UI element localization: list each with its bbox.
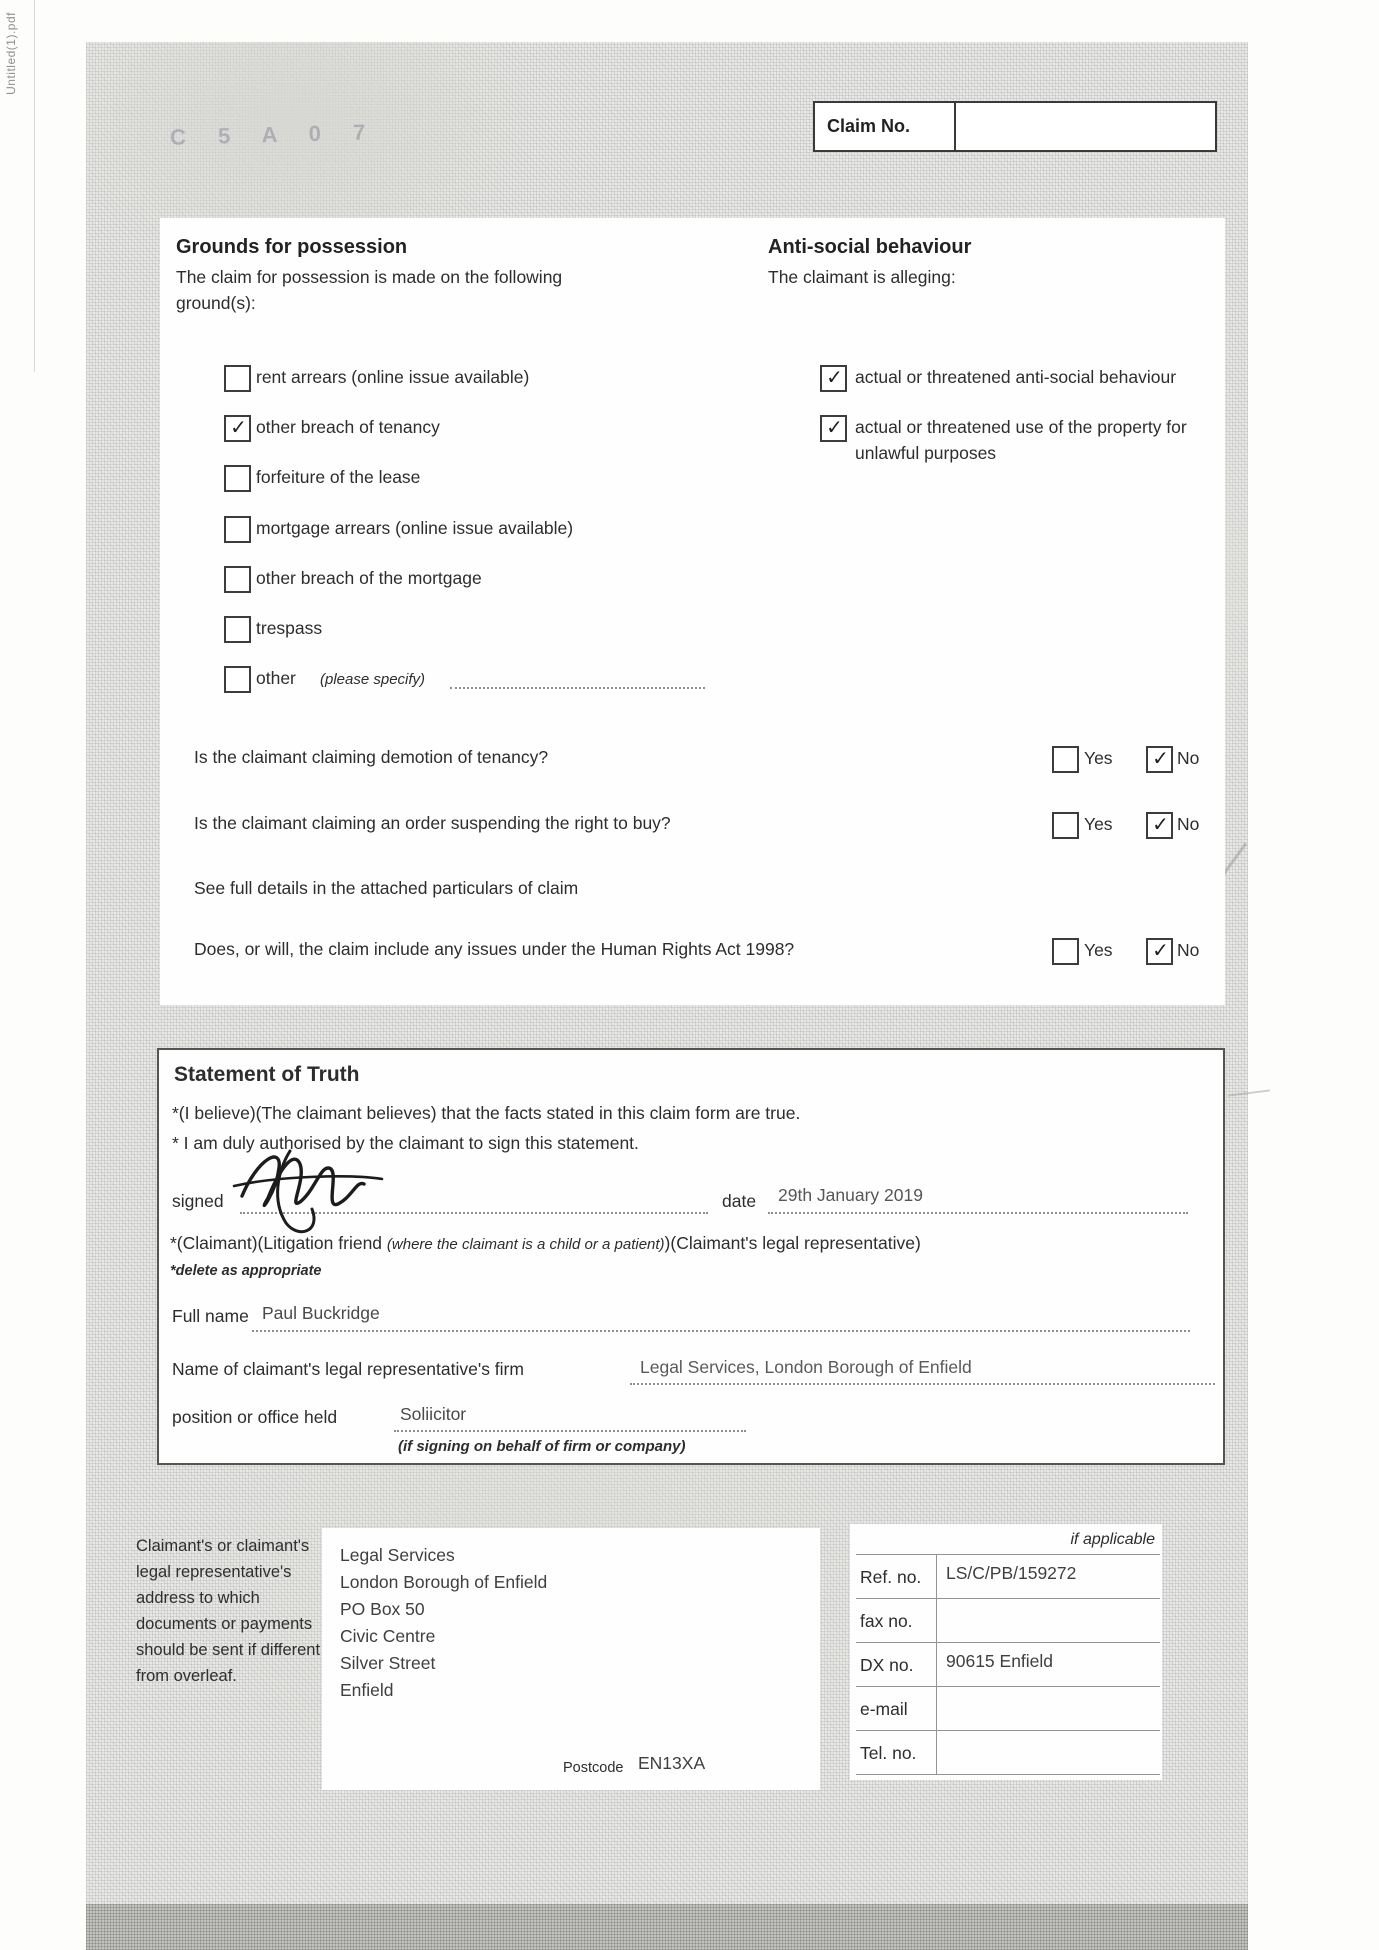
checkbox-hra-yes	[1052, 938, 1079, 965]
statement-line1: *(I believe)(The claimant believes) that the facts stated in this claim form are true.	[172, 1103, 801, 1123]
scan-bottom-band	[86, 1904, 1248, 1950]
tel-no-label: Tel. no.	[860, 1743, 917, 1763]
table-line	[856, 1730, 1160, 1731]
address-line-3: PO Box 50	[340, 1599, 425, 1619]
signed-label: signed	[172, 1191, 224, 1211]
note-see-full-details: See full details in the attached particulars of claim	[194, 878, 579, 898]
ref-no-value: LS/C/PB/159272	[946, 1563, 1077, 1583]
footer-address-note: Claimant's or claimant's legal representative's address to which documents or payments should be sent if different from overleaf.	[136, 1537, 321, 1685]
postcode-label: Postcode	[563, 1760, 624, 1776]
asb-intro: The claimant is alleging:	[768, 267, 956, 287]
checkbox-asb-actual-threatened: ✓	[820, 365, 847, 392]
signature-scribble	[228, 1138, 423, 1240]
checkbox-hra-no: ✓	[1146, 938, 1173, 965]
postcode-value: EN13XA	[638, 1753, 706, 1773]
date-value: 29th January 2019	[778, 1185, 923, 1205]
grounds-intro: The claim for possession is made on the following ground(s):	[176, 267, 563, 313]
delete-as-appropriate-note: *delete as appropriate	[170, 1263, 322, 1279]
position-line	[394, 1410, 746, 1432]
label-trespass: trespass	[256, 618, 323, 638]
fax-no-label: fax no.	[860, 1611, 913, 1631]
label-other-breach-tenancy: other breach of tenancy	[256, 417, 440, 437]
full-name-value: Paul Buckridge	[262, 1303, 380, 1323]
checkbox-rtb-no: ✓	[1146, 812, 1173, 839]
email-label: e-mail	[860, 1699, 908, 1719]
label-asb-unlawful-use: actual or threatened use of the property for unlawful purposes	[855, 417, 1187, 463]
address-line-2: London Borough of Enfield	[340, 1572, 548, 1592]
statement-heading: Statement of Truth	[174, 1063, 360, 1086]
address-line-6: Enfield	[340, 1680, 394, 1700]
checkbox-rtb-yes	[1052, 812, 1079, 839]
position-value: Soliicitor	[400, 1404, 467, 1424]
date-line	[768, 1192, 1188, 1214]
checkbox-demotion-no: ✓	[1146, 746, 1173, 773]
question-right-to-buy: Is the claimant claiming an order suspending the right to buy?	[194, 813, 671, 833]
checkbox-other-breach-tenancy: ✓	[224, 415, 251, 442]
if-applicable-label: if applicable	[1070, 1531, 1155, 1548]
question-human-rights: Does, or will, the claim include any issues under the Human Rights Act 1998?	[194, 939, 795, 959]
label-please-specify: (please specify)	[320, 671, 426, 688]
asb-heading: Anti-social behaviour	[768, 236, 972, 258]
claim-no-label: Claim No.	[815, 103, 956, 150]
table-line	[856, 1642, 1160, 1643]
label-other-breach-mortgage: other breach of the mortgage	[256, 568, 482, 588]
checkbox-asb-unlawful-use: ✓	[820, 415, 847, 442]
checkbox-rent-arrears	[224, 365, 251, 392]
label-rtb-no: No	[1177, 814, 1200, 834]
address-line-1: Legal Services	[340, 1545, 455, 1565]
firm-label: Name of claimant's legal representative's firm	[172, 1359, 524, 1379]
viewer-edge-divider	[34, 0, 35, 372]
question-demotion: Is the claimant claiming demotion of tenancy?	[194, 747, 549, 767]
claim-no-value-box	[956, 103, 1215, 150]
firm-line	[630, 1363, 1215, 1385]
label-rtb-yes: Yes	[1084, 814, 1113, 834]
checkbox-demotion-yes	[1052, 746, 1079, 773]
pdf-filename-label: Untitled(1).pdf	[4, 12, 18, 95]
table-line	[856, 1554, 1160, 1555]
checkbox-other-ground	[224, 666, 251, 693]
checkbox-forfeiture	[224, 465, 251, 492]
label-rent-arrears: rent arrears (online issue available)	[256, 367, 530, 387]
label-forfeiture: forfeiture of the lease	[256, 467, 421, 487]
address-line-4: Civic Centre	[340, 1626, 436, 1646]
label-hra-no: No	[1177, 940, 1200, 960]
full-name-line	[252, 1310, 1190, 1332]
label-other-ground: other	[256, 668, 296, 688]
firm-value: Legal Services, London Borough of Enfield	[640, 1357, 972, 1377]
label-asb-actual-threatened: actual or threatened anti-social behaviour	[855, 367, 1177, 387]
checkbox-trespass	[224, 616, 251, 643]
date-label: date	[722, 1191, 757, 1211]
position-label: position or office held	[172, 1407, 338, 1427]
ref-no-label: Ref. no.	[860, 1567, 922, 1587]
label-hra-yes: Yes	[1084, 940, 1113, 960]
statement-line2: * I am duly authorised by the claimant to sign this statement.	[172, 1133, 639, 1153]
claim-no-box	[813, 101, 1217, 152]
grounds-heading: Grounds for possession	[176, 236, 408, 258]
position-note: (if signing on behalf of firm or company)	[398, 1438, 686, 1455]
dx-no-value: 90615 Enfield	[946, 1651, 1054, 1671]
other-ground-writein-line	[450, 667, 705, 689]
table-divider	[936, 1554, 937, 1774]
checkbox-other-breach-mortgage	[224, 566, 251, 593]
table-line	[856, 1598, 1160, 1599]
label-demotion-yes: Yes	[1084, 748, 1113, 768]
capacity-line: *(Claimant)(Litigation friend (where the claimant is a child or a patient))(Claimant's legal representative)	[170, 1233, 921, 1253]
dx-no-label: DX no.	[860, 1655, 914, 1675]
address-line-5: Silver Street	[340, 1653, 436, 1673]
full-name-label: Full name	[172, 1306, 249, 1326]
scan-artifact-stamp: C 5 A 0 7	[169, 119, 379, 150]
table-line	[856, 1774, 1160, 1775]
table-line	[856, 1686, 1160, 1687]
checkbox-mortgage-arrears	[224, 516, 251, 543]
label-mortgage-arrears: mortgage arrears (online issue available)	[256, 518, 574, 538]
label-demotion-no: No	[1177, 748, 1200, 768]
